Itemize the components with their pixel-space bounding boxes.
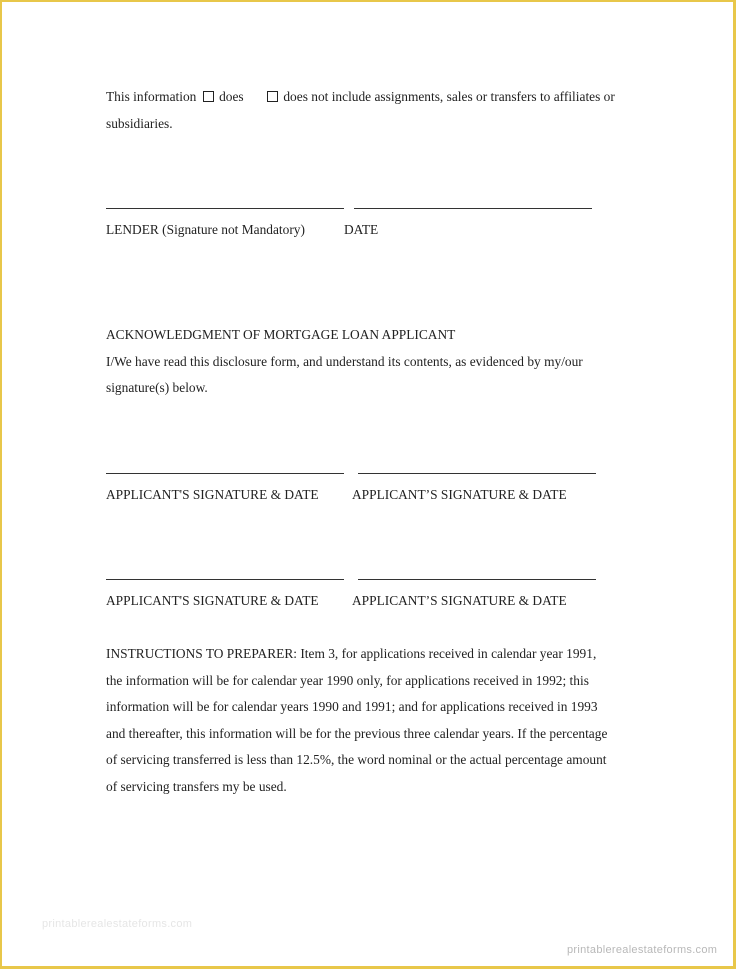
lender-signature-line[interactable]	[106, 208, 344, 209]
watermark-bottom-left: printablerealestateforms.com	[42, 918, 193, 930]
does-checkbox[interactable]	[203, 91, 214, 102]
lender-date-label: DATE	[344, 222, 379, 237]
instructions-line: of servicing transferred is less than 12.5%, the word nominal or the actual percentage amount	[106, 752, 607, 767]
applicant-3-label: APPLICANT'S SIGNATURE & DATE	[106, 593, 319, 608]
applicant-3-signature-line[interactable]	[106, 579, 344, 580]
ack-line-1: I/We have read this disclosure form, and understand its contents, as evidenced by my/our	[106, 354, 583, 369]
instructions-line: and thereafter, this information will be for the previous three calendar years. If the percentage	[106, 726, 608, 741]
does-label: does	[219, 89, 244, 104]
applicant-1-label: APPLICANT'S SIGNATURE & DATE	[106, 487, 319, 502]
instructions-line: the information will be for calendar year 1990 only, for applications received in 1992; this	[106, 673, 589, 688]
applicant-4-label: APPLICANT’S SIGNATURE & DATE	[352, 593, 567, 608]
info-line-1-rest	[264, 89, 615, 105]
does-not-text: does not include assignments, sales or transfers to affiliates or	[283, 89, 615, 104]
watermark-bottom-right: printablerealestateforms.com	[567, 944, 718, 956]
applicant-4-signature-line[interactable]	[358, 579, 596, 580]
does-not-checkbox[interactable]	[267, 91, 278, 102]
info-line-2: subsidiaries.	[106, 116, 173, 131]
ack-title: ACKNOWLEDGMENT OF MORTGAGE LOAN APPLICANT	[106, 327, 456, 342]
instructions-line: INSTRUCTIONS TO PREPARER: Item 3, for applications received in calendar year 1991,	[106, 646, 597, 661]
lender-date-line[interactable]	[354, 208, 592, 209]
applicant-2-label: APPLICANT’S SIGNATURE & DATE	[352, 487, 567, 502]
instructions-line: of servicing transfers my be used.	[106, 779, 287, 794]
instructions-line: information will be for calendar years 1990 and 1991; and for applications received in 1993	[106, 699, 598, 714]
applicant-2-signature-line[interactable]	[358, 473, 596, 474]
applicant-1-signature-line[interactable]	[106, 473, 344, 474]
info-line-1	[106, 89, 244, 105]
info-text-start: This information	[106, 89, 197, 104]
ack-line-2: signature(s) below.	[106, 380, 208, 395]
lender-label: LENDER (Signature not Mandatory)	[106, 222, 305, 237]
document-page	[2, 2, 733, 966]
